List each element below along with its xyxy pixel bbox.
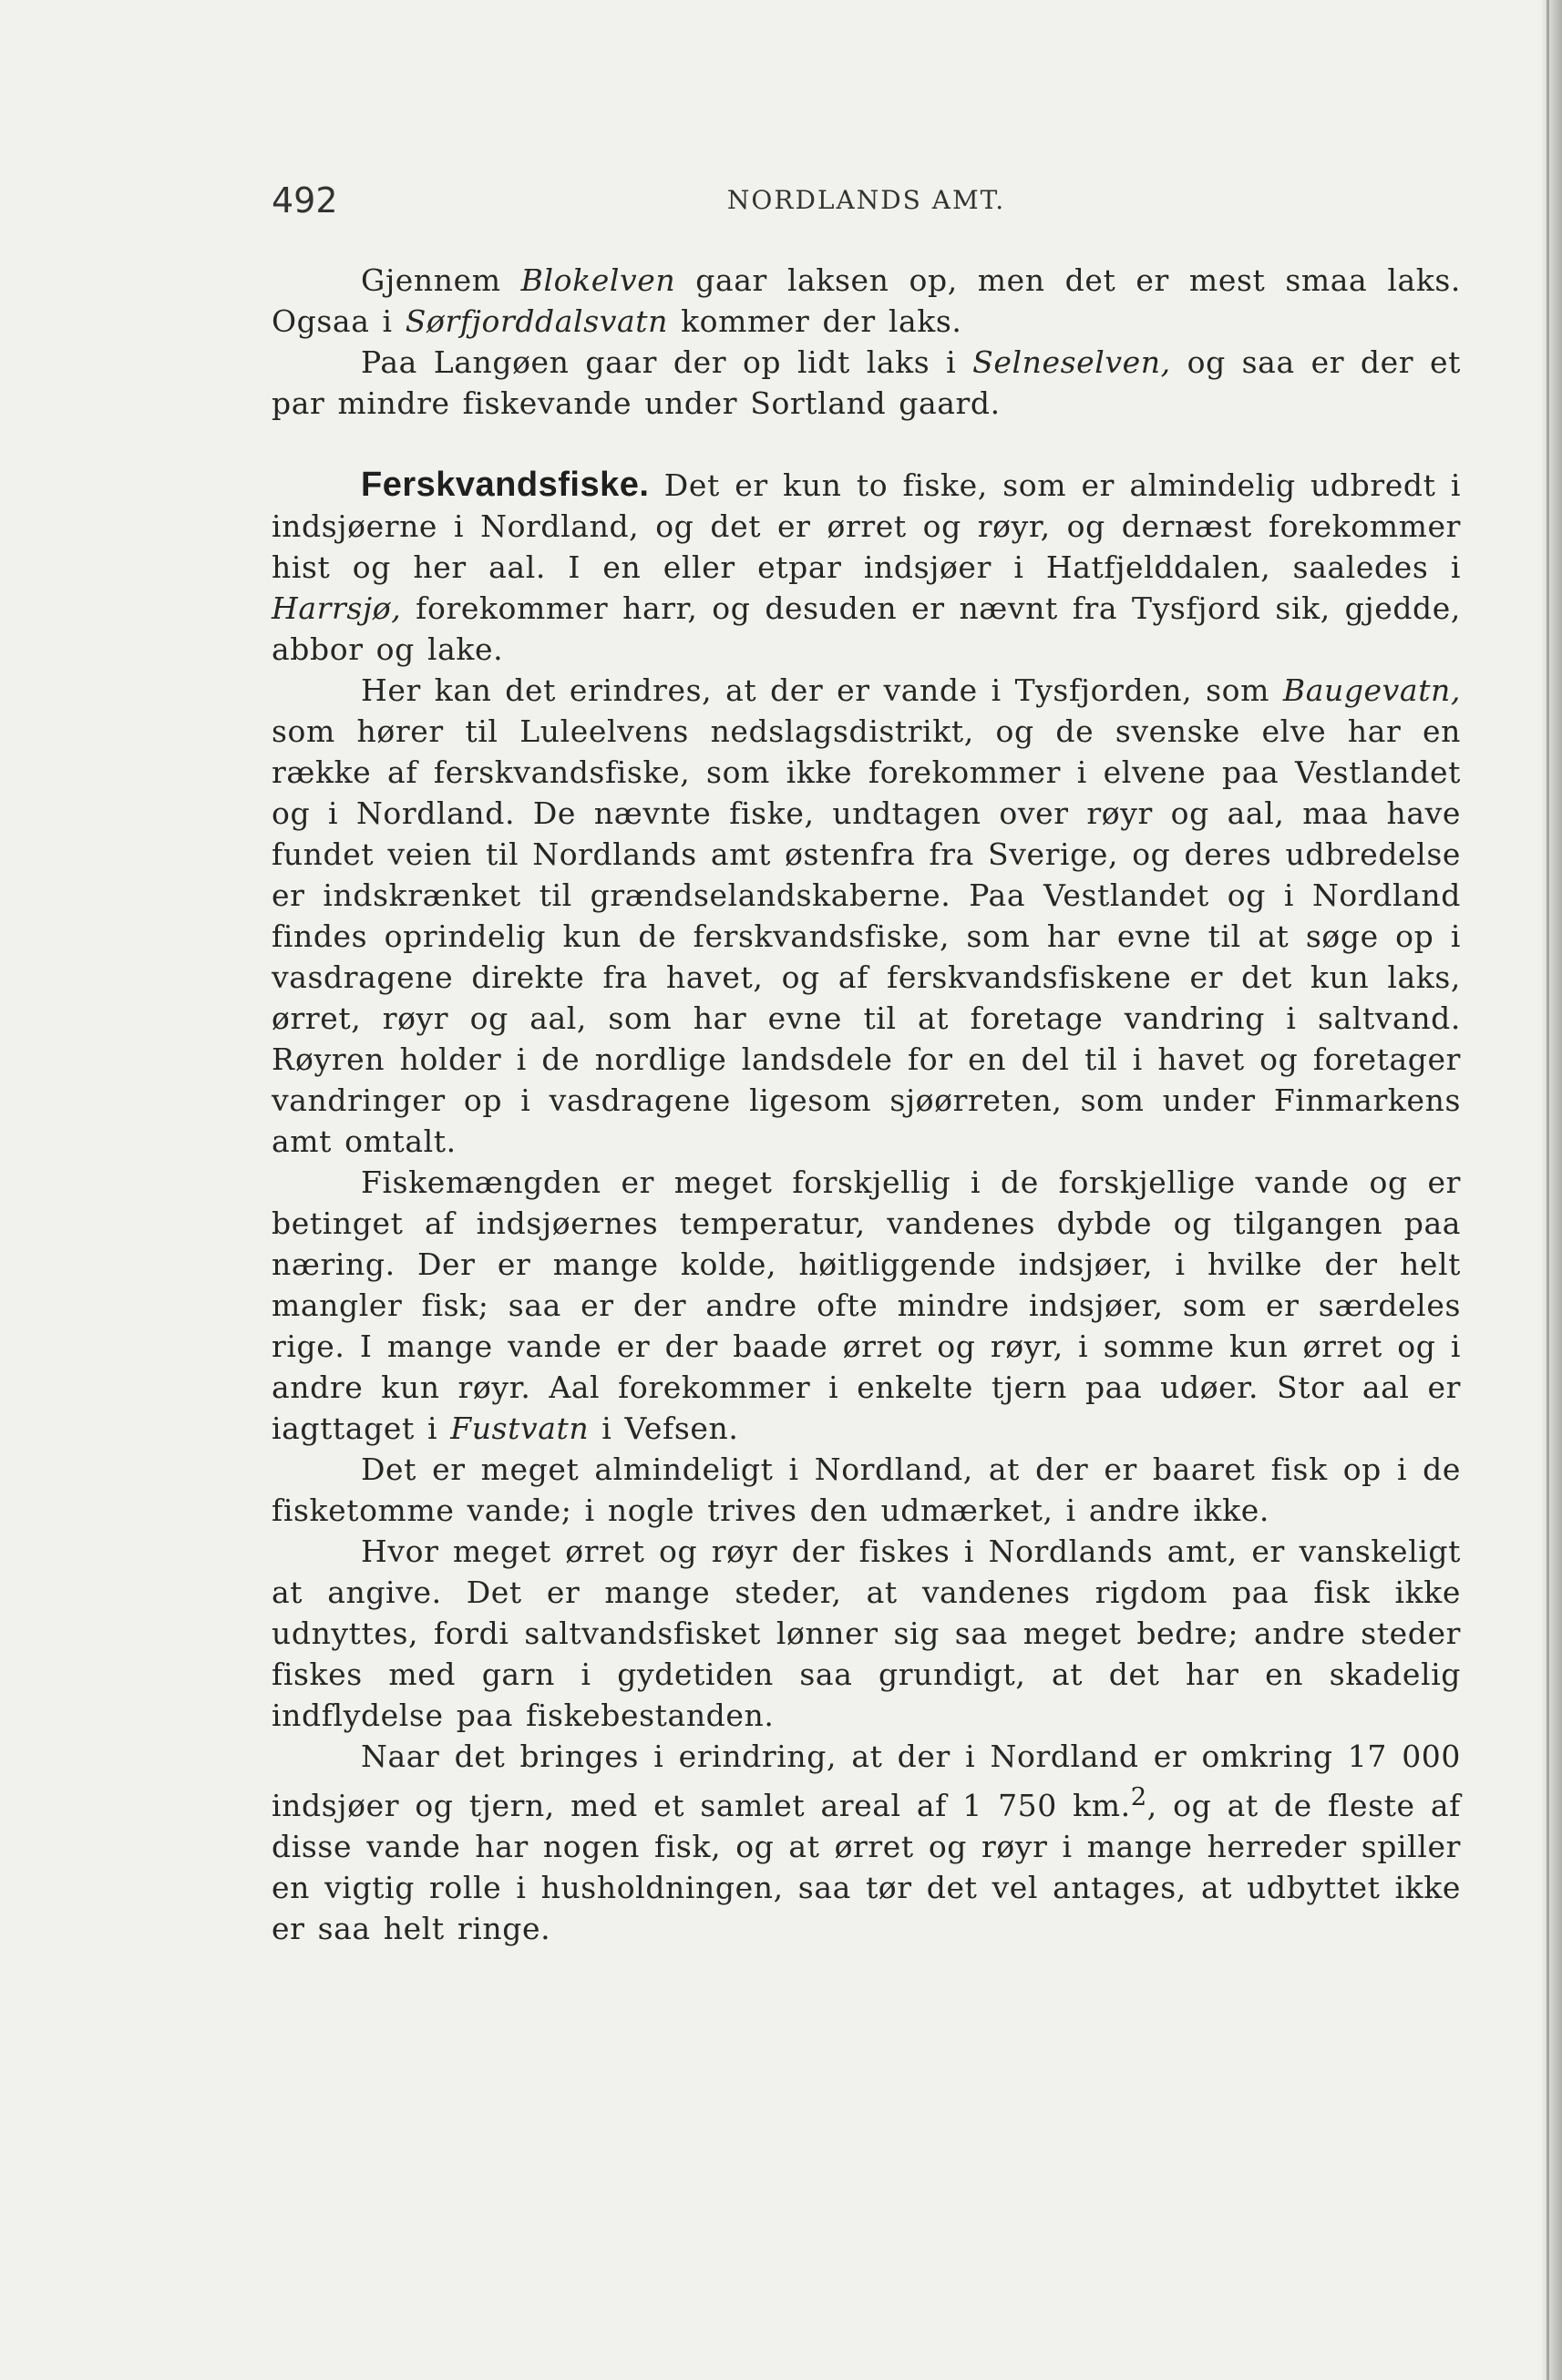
page-header xyxy=(272,177,1461,224)
italic-place-name: Fustvatn xyxy=(450,1411,590,1446)
italic-place-name: Harrsjø, xyxy=(272,590,402,626)
text-run: Naar det bringes i erindring, at der i Nordland er omkring 17 000 indsjøer og tjern, med et samlet areal af 1 750 km. xyxy=(272,1739,1461,1823)
paragraph-ferskvandsfiske xyxy=(272,465,1461,670)
text-run: Det er kun to fiske, som er almindelig udbredt i indsjøerne i Nordland, og det er ørret og røyr, og dernæst forekommer hist og her aal. I en eller etpar indsjøer i Hatfjelddalen, saaledes i xyxy=(272,467,1461,585)
page-edge-shadow xyxy=(1540,0,1562,2380)
section-gap xyxy=(272,424,1461,465)
text-run: gaar laksen op, men det er mest smaa laks. Ogsaa i xyxy=(272,262,1461,339)
italic-place-name: Baugevatn, xyxy=(1282,672,1461,708)
superscript: 2 xyxy=(1130,1782,1147,1811)
body-text xyxy=(272,260,1461,1949)
italic-place-name: Selneselven, xyxy=(972,344,1171,380)
text-run: og saa er der et par mindre fiskevande under Sortland gaard. xyxy=(272,344,1461,421)
text-run: Hvor meget ørret og røyr der fiskes i Nordlands amt, er vanskeligt at angive. Det er mange steder, at vandenes rigdom paa fisk ikke udnyttes, fordi saltvandsfisket lønner sig saa meget bedre; andre steder fiskes med garn i gydetiden saa grundigt, at det har en skadelig indflydelse paa fiskebestanden. xyxy=(272,1534,1461,1733)
page-number: 492 xyxy=(272,180,338,221)
paragraph-hvor-meget xyxy=(272,1531,1461,1736)
text-run: kommer der laks. xyxy=(667,303,962,339)
text-run: som hører til Luleelvens nedslagsdistrikt, og de svenske elve har en række af ferskvandsfiske, som ikke forekommer i elvene paa Vestlandet og i Nordland. De nævnte fiske, undtagen over røyr og aal, maa have fundet veien til Nordlands amt østenfra fra Sverige, og deres udbredelse er indskrænket til grændselandskaberne. Paa Vestlandet og i Nordland findes oprindelig kun de ferskvandsfiske, som har evne til at søge op i vasdragene direkte fra havet, og af ferskvandsfiskene er det kun laks, ørret, røyr og aal, som har evne til at foretage vandring i saltvand. Røyren holder i de nordlige landsdele for en del til i havet og foretager vandringer op i vasdragene ligesom sjøørreten, som under Finmarkens amt omtalt. xyxy=(272,713,1461,1159)
paragraph-baaret-fisk xyxy=(272,1449,1461,1531)
text-run: Gjennem xyxy=(361,262,521,298)
text-run: Det er meget almindeligt i Nordland, at der er baaret fisk op i de fisketomme vande; i nogle trives den udmærket, i andre ikke. xyxy=(272,1452,1461,1528)
paragraph-langoen xyxy=(272,342,1461,424)
paragraph-fiskemaengden xyxy=(272,1162,1461,1449)
text-run: , og at de fleste af disse vande har nogen fisk, og at ørret og røyr i mange herreder spiller en vigtig rolle i husholdningen, saa tør det vel antages, at udbyttet ikke er saa helt ringe. xyxy=(272,1788,1461,1946)
text-run: Paa Langøen gaar der op lidt laks i xyxy=(361,344,973,380)
running-head: NORDLANDS AMT. xyxy=(726,185,1006,215)
italic-place-name: Sørfjorddalsvatn xyxy=(405,303,668,339)
paragraph-tysfjorden xyxy=(272,670,1461,1162)
text-run: Her kan det erindres, at der er vande i Tysfjorden, som xyxy=(361,672,1283,708)
paragraph-naar-det xyxy=(272,1736,1461,1949)
paragraph-blokelven xyxy=(272,260,1461,342)
page-edge-line xyxy=(1547,0,1549,2380)
text-run: Fiskemængden er meget forskjellig i de forskjellige vande og er betinget af indsjøernes temperatur, vandenes dybde og tilgangen paa næring. Der er mange kolde, høitliggende indsjøer, i hvilke der helt mangler fisk; saa er der andre ofte mindre indsjøer, som er særdeles rige. I mange vande er der baade ørret og røyr, i somme kun ørret og i andre kun røyr. Aal forekommer i enkelte tjern paa udøer. Stor aal er iagttaget i xyxy=(272,1164,1461,1446)
text-run: forekommer harr, og desuden er nævnt fra Tysfjord sik, gjedde, abbor og lake. xyxy=(272,590,1461,667)
section-title: Ferskvandsfiske. xyxy=(361,466,650,504)
italic-place-name: Blokelven xyxy=(520,262,676,298)
text-run: i Vefsen. xyxy=(589,1411,739,1446)
